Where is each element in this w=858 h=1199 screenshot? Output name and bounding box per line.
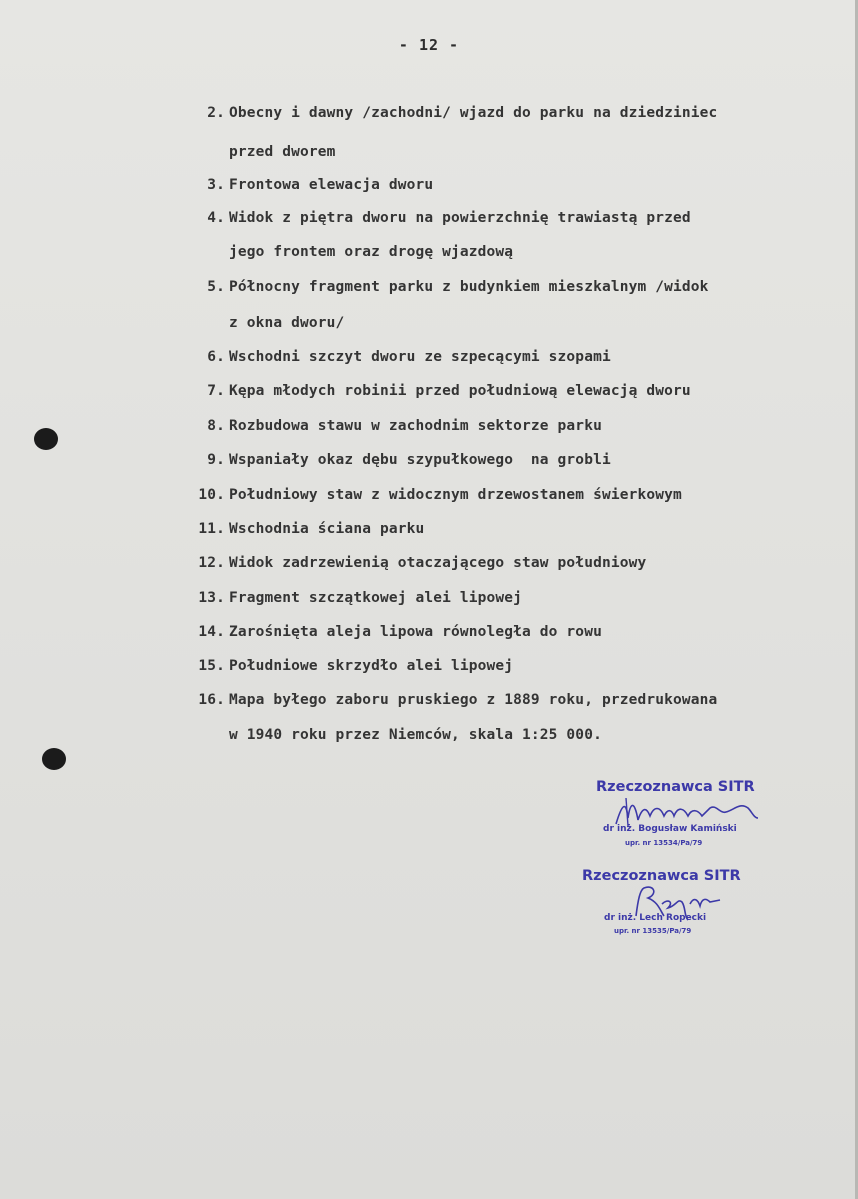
- list-item: [192, 279, 709, 295]
- item-number: 5.: [207, 279, 225, 295]
- item-number: 11.: [198, 521, 225, 537]
- stamp-title: Rzeczoznawca SITR: [582, 868, 741, 884]
- item-number: 14.: [198, 624, 225, 640]
- list-item: [192, 624, 602, 640]
- punch-hole: [34, 428, 58, 450]
- list-item: [192, 452, 611, 468]
- list-item: [192, 418, 602, 434]
- item-number: 4.: [207, 210, 225, 226]
- item-number: 2.: [207, 105, 225, 121]
- item-text: Zarośnięta aleja lipowa równoległa do rowu: [229, 624, 602, 640]
- list-item: [192, 349, 611, 365]
- list-item: [192, 487, 682, 503]
- item-number: 15.: [198, 658, 225, 674]
- item-text: Frontowa elewacja dworu: [229, 177, 434, 193]
- list-item: [192, 105, 717, 121]
- item-number: 7.: [207, 383, 225, 399]
- item-number: 6.: [207, 349, 225, 365]
- list-item: [192, 555, 646, 571]
- list-item-continuation: [192, 315, 344, 331]
- item-text: Wschodni szczyt dworu ze szpecącymi szopami: [229, 349, 611, 365]
- item-number: 13.: [198, 590, 225, 606]
- list-item: [192, 521, 424, 537]
- list-item: [192, 177, 433, 193]
- item-text: z okna dworu/: [229, 315, 345, 331]
- item-number: 9.: [207, 452, 225, 468]
- item-text: Południowe skrzydło alei lipowej: [229, 658, 514, 674]
- item-number: 16.: [198, 692, 225, 708]
- punch-hole: [42, 748, 66, 770]
- item-text: Mapa byłego zaboru pruskiego z 1889 roku, przedrukowana: [229, 692, 718, 708]
- item-text: Rozbudowa stawu w zachodnim sektorze parku: [229, 418, 602, 434]
- item-text: Fragment szczątkowej alei lipowej: [229, 590, 523, 606]
- item-text: w 1940 roku przez Niemców, skala 1:25 000.: [229, 727, 602, 743]
- stamp-name: dr inż. Bogusław Kamiński: [603, 824, 737, 834]
- item-text: Obecny i dawny /zachodni/ wjazd do parku na dziedziniec: [229, 105, 718, 121]
- item-text: Wspaniały okaz dębu szypułkowego na grobli: [229, 452, 611, 468]
- item-text: jego frontem oraz drogę wjazdową: [229, 244, 514, 260]
- list-item: [192, 210, 691, 226]
- stamp-name: dr inż. Lech Ropecki: [604, 913, 707, 923]
- item-text: Kępa młodych robinii przed południową elewacją dworu: [229, 383, 691, 399]
- item-text: Południowy staw z widocznym drzewostanem świerkowym: [229, 487, 682, 503]
- list-item: [192, 658, 513, 674]
- list-item: [192, 590, 522, 606]
- item-text: Północny fragment parku z budynkiem mieszkalnym /widok: [229, 279, 709, 295]
- item-text: przed dworem: [229, 144, 336, 160]
- list-item-continuation: [192, 144, 336, 160]
- stamp-title: Rzeczoznawca SITR: [596, 779, 755, 795]
- list-item-continuation: [192, 244, 513, 260]
- list-item: [192, 692, 717, 708]
- item-number: 3.: [207, 177, 225, 193]
- item-number: 10.: [198, 487, 225, 503]
- item-number: 8.: [207, 418, 225, 434]
- item-text: Wschodnia ściana parku: [229, 521, 425, 537]
- list-item: [192, 383, 691, 399]
- list-item-continuation: [192, 727, 602, 743]
- item-text: Widok zadrzewienią otaczającego staw południowy: [229, 555, 647, 571]
- item-text: Widok z piętra dworu na powierzchnię trawiastą przed: [229, 210, 691, 226]
- stamp-registration: upr. nr 13534/Pa/79: [625, 839, 703, 847]
- item-number: 12.: [198, 555, 225, 571]
- page-number: - 12 -: [398, 36, 460, 54]
- stamp-registration: upr. nr 13535/Pa/79: [614, 927, 692, 935]
